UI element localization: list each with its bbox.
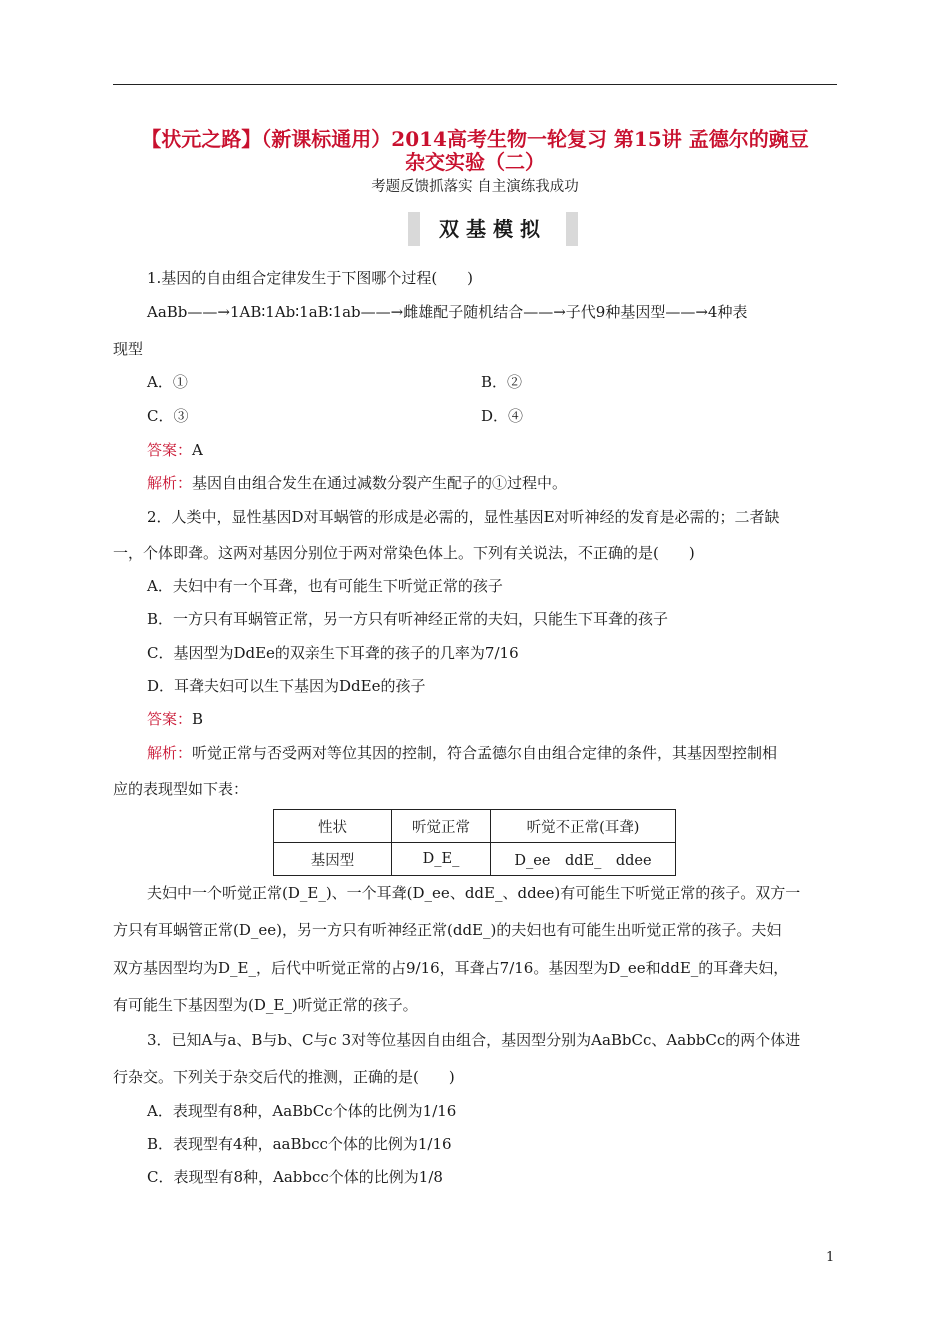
- section-banner-label: 双基模拟: [420, 212, 566, 246]
- answer-label: 答案：: [147, 441, 193, 459]
- table-cell: 听觉正常: [392, 810, 491, 843]
- q2-option-a: A．夫妇中有一个耳聋，也有可能生下听觉正常的孩子: [147, 577, 503, 595]
- table-cell: 基因型: [274, 843, 392, 876]
- doc-title-line2: 杂交实验（二）: [405, 150, 545, 174]
- q1-option-c: C．③: [147, 407, 189, 425]
- q2-analysis-line2: 应的表现型如下表：: [113, 780, 249, 798]
- q1-stem: 1.基因的自由组合定律发生于下图哪个过程( ): [147, 269, 474, 287]
- q2-para-line2: 方只有耳蜗管正常(D_ee)，另一方只有听神经正常(ddE_)的夫妇也有可能生出听觉正常的孩子。夫妇: [113, 921, 782, 939]
- q3-stem-line1: 3．已知A与a、B与b、C与c 3对等位基因自由组合，基因型分别为AaBbCc、AabbCc的两个体进: [147, 1031, 801, 1049]
- table-cell: 性状: [274, 810, 392, 843]
- q2-para-line3: 双方基因型均为D_E_，后代中听觉正常的占9/16，耳聋占7/16。基因型为D_ee和ddE_的耳聋夫妇，: [113, 959, 789, 977]
- table-cell: 听觉不正常(耳聋): [491, 810, 676, 843]
- genotype-table: [273, 809, 676, 876]
- q3-stem-line2: 行杂交。下列关于杂交后代的推测，正确的是( ): [113, 1068, 455, 1086]
- q2-para-line4: 有可能生下基因型为(D_E_)听觉正常的孩子。: [113, 996, 418, 1014]
- table-row: [274, 810, 676, 843]
- analysis-label: 解析：: [147, 474, 193, 492]
- q2-analysis-line1: [147, 743, 777, 763]
- q3-option-b: B．表现型有4种，aaBbcc个体的比例为1/16: [147, 1135, 452, 1153]
- q2-stem-line2: 一，个体即聋。这两对基因分别位于两对常染色体上。下列有关说法，不正确的是( ): [113, 544, 695, 562]
- q1-flow-line1: AaBb——→1AB∶1Ab∶1aB∶1ab——→雌雄配子随机结合——→子代9种基因型——→4种表: [147, 303, 748, 321]
- table-row: [274, 843, 676, 876]
- q1-flow-line2: 现型: [113, 340, 144, 358]
- answer-label: 答案：: [147, 710, 193, 728]
- page-number: 1: [826, 1250, 835, 1265]
- table-cell: D_E_: [392, 843, 491, 876]
- q1-option-b: B．②: [481, 373, 523, 391]
- header-rule: [113, 84, 837, 85]
- answer-value: A: [192, 441, 203, 459]
- analysis-label: 解析：: [147, 744, 193, 762]
- q1-answer: [147, 440, 203, 460]
- q2-stem-line1: 2．人类中，显性基因D对耳蜗管的形成是必需的，显性基因E对听神经的发育是必需的；二者缺: [147, 508, 780, 526]
- q1-option-a: A．①: [147, 373, 188, 391]
- doc-title-line1: 【状元之路】（新课标通用）2014高考生物一轮复习 第15讲 孟德尔的豌豆: [141, 127, 809, 151]
- q2-para-line1: 夫妇中一个听觉正常(D_E_)、一个耳聋(D_ee、ddE_、ddee)有可能生下听觉正常的孩子。双方一: [147, 884, 801, 902]
- q2-option-c: C．基因型为DdEe的双亲生下耳聋的孩子的几率为7/16: [147, 644, 519, 662]
- answer-value: B: [192, 710, 204, 728]
- q3-option-c: C．表现型有8种，Aabbcc个体的比例为1/8: [147, 1168, 443, 1186]
- q2-option-d: D．耳聋夫妇可以生下基因为DdEe的孩子: [147, 677, 426, 695]
- analysis-text: 基因自由组合发生在通过减数分裂产生配子的①过程中。: [192, 474, 568, 492]
- section-banner: [408, 212, 578, 246]
- analysis-text: 听觉正常与否受两对等位其因的控制，符合孟德尔自由组合定律的条件，其基因型控制相: [192, 744, 778, 762]
- doc-subtitle: 考题反馈抓落实 自主演练我成功: [371, 179, 579, 195]
- q2-answer: [147, 709, 203, 729]
- q1-option-d: D．④: [481, 407, 524, 425]
- q3-option-a: A．表现型有8种，AaBbCc个体的比例为1/16: [147, 1102, 457, 1120]
- q2-option-b: B．一方只有耳蜗管正常，另一方只有听神经正常的夫妇，只能生下耳聋的孩子: [147, 610, 669, 628]
- table-cell: D_ee ddE_ ddee: [491, 843, 676, 876]
- q1-analysis: [147, 473, 567, 493]
